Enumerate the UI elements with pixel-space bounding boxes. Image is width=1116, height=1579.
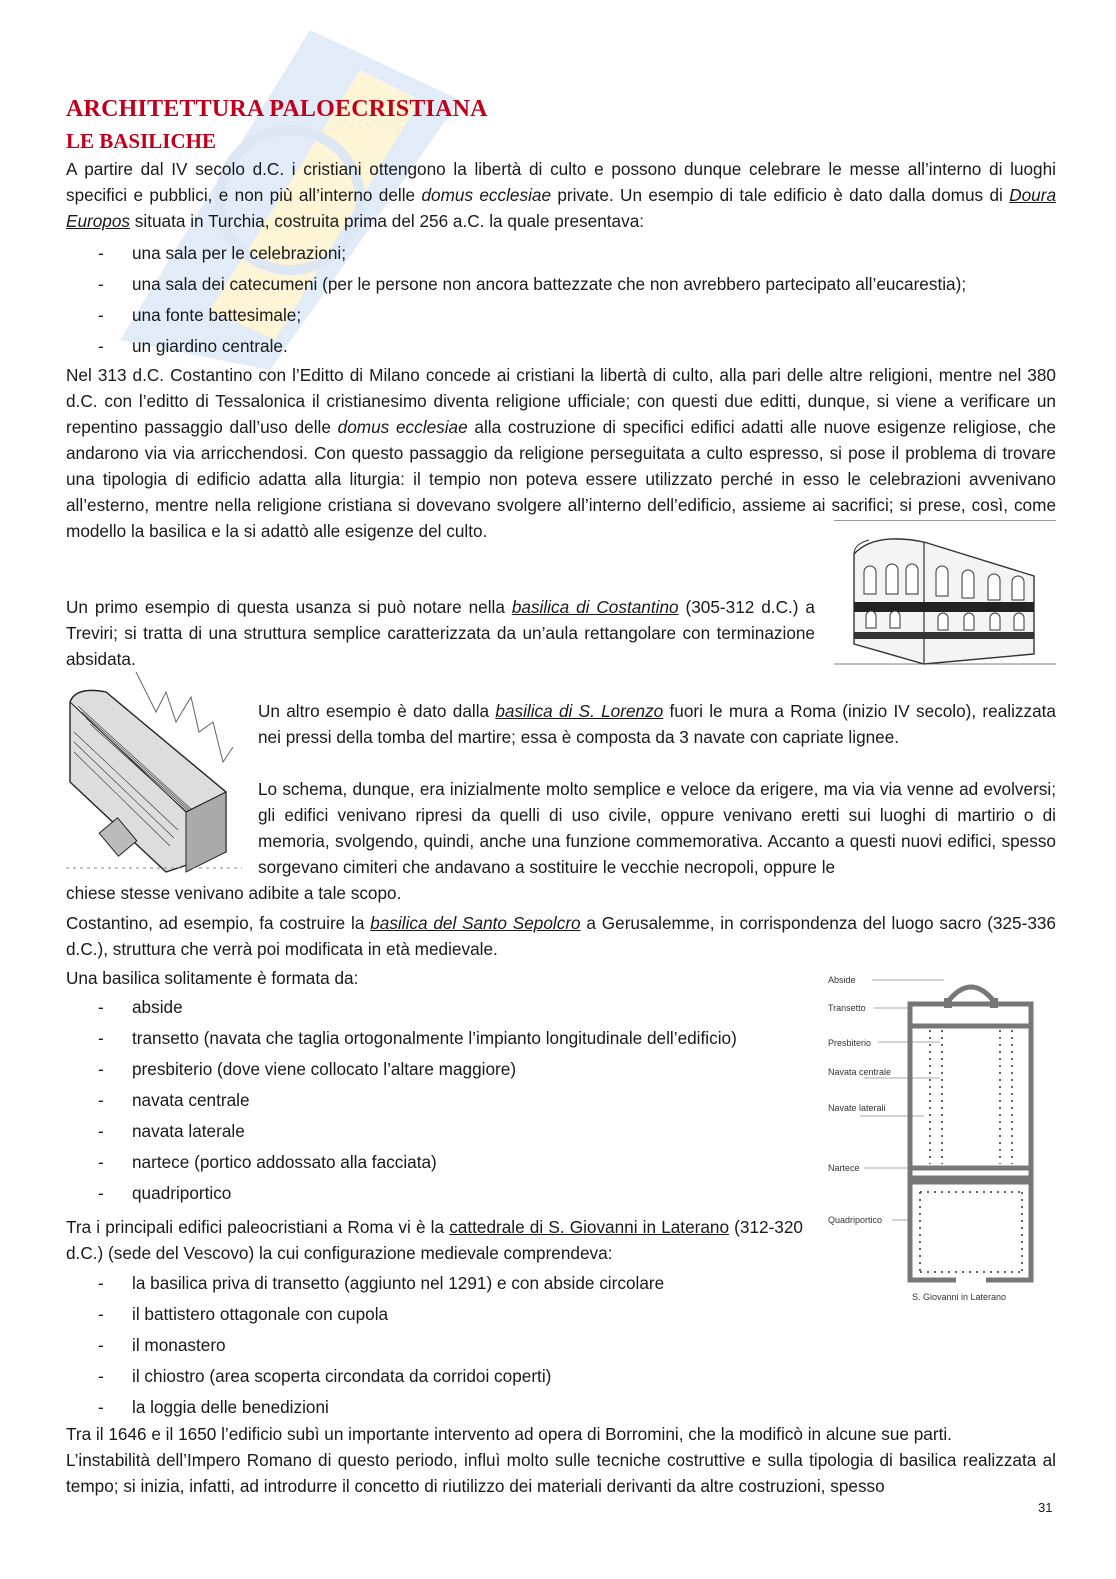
schema-paragraph: Lo schema, dunque, era inizialmente molto semplice e veloce da erigere, ma via via venne ad evolversi; gli edifici venivano ripresi da quelli di uso civile, oppure venivano eretti sui luoghi di martirio o di memoria, svolgendo, quindi, anche una funzione commemorativa. Accanto a questi nuovi edifici, spesso sorgevano cimiteri che andavano a sostituire le vecchie necropoli, oppure le: [258, 779, 1056, 877]
list-item: - presbiterio (dove viene collocato l’altare maggiore): [98, 1059, 517, 1079]
basilica-parts-list: [66, 992, 816, 1209]
page-title: ARCHITETTURA PALOECRISTIANA: [66, 96, 488, 122]
impero-paragraph: L’instabilità dell’Impero Romano di questo periodo, influì molto sulle tecniche costruttive e sulla tipologia di basilica realizzata al tempo; si inizia, infatti, ad introdurre il concetto di riutilizzo dei materiali derivanti da altre costruzioni, spesso: [66, 1450, 1056, 1496]
plan-caption: S. Giovanni in Laterano: [912, 1292, 1007, 1302]
santo-sepolcro-link[interactable]: basilica del Santo Sepolcro: [370, 913, 581, 933]
page-number: 31: [1038, 1500, 1053, 1515]
domus-features-list: [66, 238, 1056, 362]
plan-label-navata-centrale: Navata centrale: [828, 1067, 892, 1077]
list-item: - il monastero: [98, 1335, 226, 1355]
list-item: - navata laterale: [98, 1121, 245, 1141]
laterano-paragraph: Tra i principali edifici paleocristiani a Roma vi è la cattedrale di S. Giovanni in Laterano (312-320 d.C.) (sede del Vescovo) la cui configurazione medievale comprendeva:: [66, 1217, 803, 1263]
intro-paragraph: A partire dal IV secolo d.C. i cristiani ottengono la libertà di culto e possono dunque celebrare le messe all’interno di luoghi specifici e pubblici, e non più all’interno delle domus ecclesiae private. Un esempio di tale edificio è dato dalla domus di Doura Europos situata in Turchia, costruita prima del 256 a.C. la quale presentava:: [66, 159, 1056, 231]
list-item: - abside: [98, 997, 183, 1017]
section-title: LE BASILICHE: [66, 129, 216, 153]
basilica-parts-intro: Una basilica solitamente è formata da:: [66, 968, 359, 988]
divider: [834, 520, 1056, 521]
basilica-costantino-paragraph: Un primo esempio di questa usanza si può notare nella basilica di Costantino (305-312 d.C.) a Treviri; si tratta di una struttura semplice caratterizzata da un’aula rettangolare con terminazione absidata.: [66, 597, 815, 669]
laterano-floor-plan: [826, 968, 1056, 1308]
plan-label-abside: Abside: [828, 975, 856, 985]
basilica-san-lorenzo-image: [66, 672, 242, 878]
doura-europos-link[interactable]: Doura Europos: [66, 185, 1056, 231]
basilica-san-lorenzo-link[interactable]: basilica di S. Lorenzo: [495, 701, 664, 721]
basilica-san-lorenzo-paragraph: Un altro esempio è dato dalla basilica di S. Lorenzo fuori le mura a Roma (inizio IV secolo), realizzata nei pressi della tomba del martire; essa è composta da 3 navate con capriate lignee.: [258, 701, 1056, 747]
borromini-paragraph: Tra il 1646 e il 1650 l’edificio subì un importante intervento ad opera di Borromini, che la modificò in alcune sue parti.: [66, 1424, 952, 1444]
laterano-features-list: [66, 1268, 816, 1423]
plan-label-navate-laterali: Navate laterali: [828, 1103, 886, 1113]
list-item: - un giardino centrale.: [98, 336, 288, 356]
plan-label-quadriportico: Quadriportico: [828, 1215, 883, 1225]
list-item: - nartece (portico addossato alla facciata): [98, 1152, 437, 1172]
list-item: - una sala per le celebrazioni;: [98, 243, 347, 263]
list-item: - transetto (navata che taglia ortogonalmente l’impianto longitudinale dell’edificio): [98, 1028, 737, 1048]
basilica-costantino-link[interactable]: basilica di Costantino: [511, 597, 679, 617]
plan-label-transetto: Transetto: [828, 1003, 866, 1013]
schema-paragraph-end: chiese stesse venivano adibite a tale scopo.: [66, 883, 402, 903]
list-item: - la basilica priva di transetto (aggiunto nel 1291) e con abside circolare: [98, 1273, 665, 1293]
laterano-link[interactable]: cattedrale di S. Giovanni in Laterano: [449, 1217, 730, 1237]
santo-sepolcro-paragraph: Costantino, ad esempio, fa costruire la basilica del Santo Sepolcro a Gerusalemme, in corrispondenza del luogo sacro (325-336 d.C.), struttura che verrà poi modificata in età medievale.: [66, 913, 1056, 959]
list-item: - la loggia delle benedizioni: [98, 1397, 329, 1417]
list-item: - il chiostro (area scoperta circondata da corridoi coperti): [98, 1366, 552, 1386]
plan-label-nartece: Nartece: [828, 1163, 860, 1173]
list-item: - il battistero ottagonale con cupola: [98, 1304, 389, 1324]
list-item: - quadriportico: [98, 1183, 232, 1203]
list-item: - una fonte battesimale;: [98, 305, 302, 325]
list-item: - una sala dei catecumeni (per le persone non ancora battezzate che non avrebbero partecipato all’eucarestia);: [98, 274, 967, 294]
basilica-costantino-image: [834, 524, 1056, 670]
list-item: - navata centrale: [98, 1090, 250, 1110]
plan-label-presbiterio: Presbiterio: [828, 1038, 872, 1048]
edicts-paragraph: Nel 313 d.C. Costantino con l’Editto di Milano concede ai cristiani la libertà di culto, alla pari delle altre religioni, mentre nel 380 d.C. con l’editto di Tessalonica il cristianesimo diventa religione ufficiale; con questi due editti, dunque, si viene a verificare un repentino passaggio dall’uso delle domus ecclesiae alla costruzione di specifici edifici adatti alle nuove esigenze religiose, che andarono via via arricchendosi. Con questo passaggio da religione perseguitata a culto espresso, si pose il problema di trovare una tipologia di edificio adatta alla liturgia: il tempio non poteva essere utilizzato perché in esso le celebrazioni avvenivano all’esterno, mentre nella religione cristiana si dovevano svolgere all’interno dell’edificio, assieme ai sacrifici; si prese, così, come modello la basilica e la si adattò alle esigenze del culto.: [66, 365, 1056, 541]
